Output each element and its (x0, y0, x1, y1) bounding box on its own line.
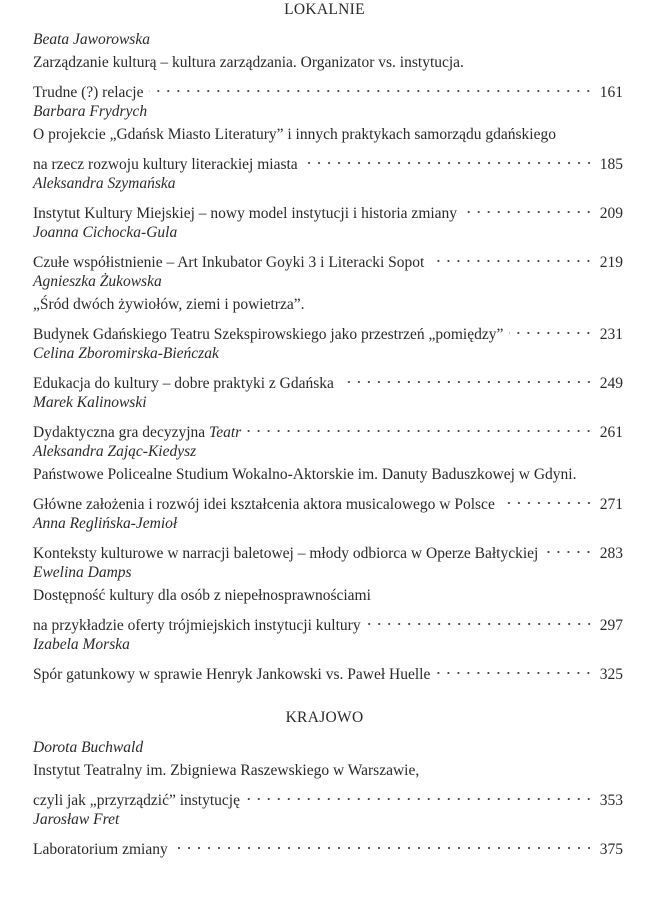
entry-title-segment: na rzecz rozwoju kultury literackiej miasta (33, 156, 298, 173)
dot-leader (501, 486, 594, 509)
entry-author: Celina Zboromirska-Bieńczak (33, 345, 219, 362)
entry-title-line (33, 195, 623, 222)
entry-title-segment: Spór gatunkowy w sprawie Henryk Jankowski vs. Paweł Huelle (33, 666, 431, 683)
dot-leader (340, 365, 594, 388)
entry-title-line (33, 463, 623, 486)
toc-entries (33, 28, 623, 682)
entry-title-line (33, 535, 623, 562)
entry-title-line (33, 759, 623, 782)
page-number: 353 (599, 792, 623, 809)
dot-leader (367, 607, 594, 630)
entry-title-text (33, 663, 430, 686)
entry-title-text (33, 123, 556, 146)
toc-entry (33, 391, 623, 441)
entry-author: Beata Jaworowska (33, 31, 150, 48)
entry-title-segment: Czułe współistnienie – Art Inkubator Goyki 3 i Literacki Sopot (33, 254, 425, 271)
entry-title-line (33, 293, 623, 316)
entry-title-line (33, 146, 623, 173)
entry-title-segment: Zarządzanie kulturą – kultura zarządzania. Organizator vs. instytucja. (33, 54, 464, 71)
entry-author: Jarosław Fret (33, 811, 120, 828)
toc-entries (33, 736, 623, 857)
toc-entry (33, 100, 623, 173)
section-title: KRAJOWO (285, 709, 364, 726)
entry-title-text (33, 759, 419, 782)
page-number: 185 (599, 156, 623, 173)
entry-author: Aleksandra Zając-Kiedysz (33, 443, 197, 460)
page-number: 271 (599, 496, 623, 513)
dot-leader (430, 244, 593, 267)
dot-leader (436, 656, 593, 679)
entry-title-line (33, 123, 623, 146)
entry-author: Dorota Buchwald (33, 739, 144, 756)
entry-title-line (33, 607, 623, 634)
entry-title-segment: Dydaktyczna gra decyzyjna (33, 424, 210, 441)
page-number: 261 (599, 424, 623, 441)
section-title: LOKALNIE (284, 1, 365, 18)
entry-title-segment: Laboratorium zmiany (33, 841, 168, 858)
page-number: 325 (599, 666, 623, 683)
entry-title-text (33, 51, 464, 74)
toc-entry (33, 28, 623, 101)
entry-title-segment: Konteksty kulturowe w narracji baletowej – młody odbiorca w Operze Bałtyckiej (33, 545, 539, 562)
page-number: 375 (599, 841, 623, 858)
dot-leader (509, 316, 593, 339)
entry-title-line (33, 244, 623, 271)
toc-entry (33, 561, 623, 634)
page-number: 283 (599, 545, 623, 562)
entry-title-segment: Instytut Teatralny im. Zbigniewa Raszewskiego w Warszawie, (33, 762, 420, 779)
entry-title-segment: na przykładzie oferty trójmiejskich instytucji kultury (33, 617, 361, 634)
dot-leader (174, 831, 594, 854)
entry-title-line (33, 316, 623, 343)
entry-title-segment: Dostępność kultury dla osób z niepełnosprawnościami (33, 587, 371, 604)
entry-title-segment: Edukacja do kultury – dobre praktyki z Gdańska (33, 375, 334, 392)
toc-entry (33, 808, 623, 858)
entry-author: Anna Reglińska-Jemioł (33, 515, 178, 532)
entry-author: Ewelina Damps (33, 564, 132, 581)
dot-leader (463, 195, 594, 218)
dot-leader (304, 146, 594, 169)
entry-title-text (33, 463, 576, 486)
entry-title-line (33, 656, 623, 683)
entry-title-line (33, 831, 623, 858)
entry-title-text (33, 293, 304, 316)
page-number: 297 (599, 617, 623, 634)
entry-title-segment: Instytut Kultury Miejskiej – nowy model instytucji i historia zmiany (33, 205, 458, 222)
toc-entry (33, 221, 623, 271)
entry-author: Agnieszka Żukowska (33, 273, 162, 290)
entry-title-line (33, 365, 623, 392)
toc-entry (33, 172, 623, 222)
toc-entry (33, 512, 623, 562)
dot-leader (246, 782, 594, 805)
page-number: 209 (599, 205, 623, 222)
entry-title-italic: Teatr (209, 424, 242, 441)
entry-title-line (33, 414, 623, 441)
page-number: 231 (599, 326, 623, 343)
entry-title-segment: Trudne (?) relacje (33, 84, 144, 101)
entry-title-segment: czyli jak „przyrządzić” instytucję (33, 792, 240, 809)
dot-leader (247, 414, 594, 437)
entry-title-segment: „Śród dwóch żywiołów, ziemi i powietrza”. (33, 296, 305, 313)
entry-title-line (33, 486, 623, 513)
entry-title-line (33, 584, 623, 607)
entry-title-line (33, 74, 623, 101)
entry-title-line (33, 51, 623, 74)
entry-author: Izabela Morska (33, 636, 130, 653)
section-krajowo (0, 708, 649, 728)
toc-entry (33, 736, 623, 809)
entry-title-text (33, 584, 371, 607)
entry-title-text (33, 838, 168, 861)
toc-entry (33, 633, 623, 683)
page-number: 249 (599, 375, 623, 392)
page-number: 219 (599, 254, 623, 271)
entry-author: Barbara Frydrych (33, 103, 148, 120)
entry-title-segment: O projekcie „Gdańsk Miasto Literatury” i innych praktykach samorządu gdańskiego (33, 126, 556, 143)
toc-entry (33, 440, 623, 513)
entry-title-line (33, 782, 623, 809)
entry-title-segment: Główne założenia i rozwój idei kształcenia aktora musicalowego w Polsce (33, 496, 495, 513)
entry-author: Marek Kalinowski (33, 394, 147, 411)
dot-leader (544, 535, 593, 558)
dot-leader (149, 74, 593, 97)
page-number: 161 (599, 84, 623, 101)
entry-title-segment: Budynek Gdańskiego Teatru Szekspirowskiego jako przestrzeń „pomiędzy” (33, 326, 504, 343)
toc-entry (33, 270, 623, 343)
toc-entry (33, 342, 623, 392)
entry-author: Aleksandra Szymańska (33, 175, 176, 192)
entry-author: Joanna Cichocka-Gula (33, 224, 178, 241)
entry-title-segment: Państwowe Policealne Studium Wokalno-Aktorskie im. Danuty Baduszkowej w Gdyni. (33, 466, 577, 483)
